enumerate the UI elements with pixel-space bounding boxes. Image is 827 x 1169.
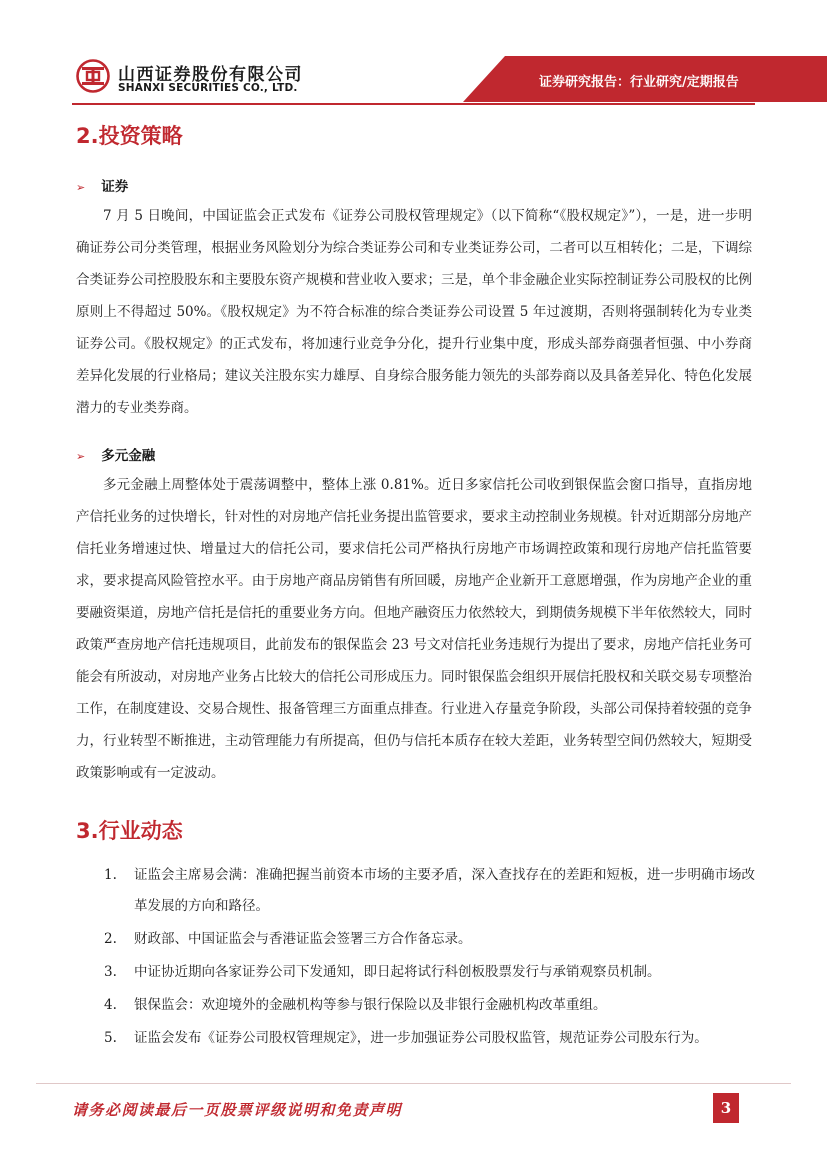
report-type-label: 证券研究报告：行业研究/定期报告 xyxy=(539,75,739,90)
company-name-en: SHANXI SECURITIES CO., LTD. xyxy=(118,82,298,94)
list-item-text: 银保监会：欢迎境外的金融机构等参与银行保险以及非银行金融机构改革重组。 xyxy=(134,997,607,1013)
section-title-investment-strategy: 2.投资策略 xyxy=(76,124,183,148)
page-number: 3 xyxy=(713,1093,739,1123)
subsection-label: 多元金融 xyxy=(101,448,156,464)
footer-disclaimer: 请务必阅读最后一页股票评级说明和免责声明 xyxy=(72,1101,403,1119)
header-divider xyxy=(72,103,755,105)
industry-news-list xyxy=(76,860,756,1056)
page-header xyxy=(0,0,827,110)
company-logo-icon xyxy=(76,59,110,93)
list-number: 3. xyxy=(104,964,117,980)
list-item xyxy=(76,860,756,922)
diversified-finance-paragraph: 多元金融上周整体处于震荡调整中，整体上涨 0.81%。近日多家信托公司收到银保监会窗口指导，直指房地产信托业务的过快增长，针对性的对房地产信托业务提出监管要求，要求主动控制业务规模。针对近期部分房地产信托业务增速过快、增量过大的信托公司，要求信托公司严格执行房地产市场调控政策和现行房地产信托监管要求，要求提高风险管控水平。由于房地产商品房销售有所回暖，房地产企业新开工意愿增强，作为房地产企业的重要融资渠道，房地产信托是信托的重要业务方向。但地产融资压力依然较大，到期债务规模下半年依然较大，同时政策严查房地产信托违规项目，此前发布的银保监会 23 号文对信托业务违规行为提出了要求，房地产信托业务可能会有所波动，对房地产业务占比较大的信托公司形成压力。同时银保监会组织开展信托股权和关联交易专项整治工作，在制度建设、交易合规性、报备管理三方面重点排查。行业进入存量竞争阶段，头部公司保持着较强的竞争力，行业转型不断推进，主动管理能力有所提高，但仍与信托本质存在较大差距，业务转型空间仍然较大，短期受政策影响或有一定波动。 xyxy=(76,477,752,781)
list-item xyxy=(76,957,756,988)
list-item-text: 中证协近期向各家证券公司下发通知，即日起将试行科创板股票发行与承销观察员机制。 xyxy=(134,964,661,980)
arrow-bullet-icon: ➢ xyxy=(76,181,86,194)
list-number: 2. xyxy=(104,931,117,947)
company-name-cn: 山西证券股份有限公司 xyxy=(118,65,303,85)
list-item-text: 财政部、中国证监会与香港证监会签署三方合作备忘录。 xyxy=(134,931,472,947)
securities-paragraph: 7 月 5 日晚间，中国证监会正式发布《证券公司股权管理规定》（以下简称“《股权规定》”），一是，进一步明确证券公司分类管理，根据业务风险划分为综合类证券公司和专业类证券公司，二者可以互相转化；二是，下调综合类证券公司控股股东和主要股东资产规模和营业收入要求；三是，单个非金融企业实际控制证券公司股权的比例原则上不得超过 50%。《股权规定》为不符合标准的综合类证券公司设置 5 年过渡期，否则将强制转化为专业类证券公司。《股权规定》的正式发布，将加速行业竞争分化，提升行业集中度，形成头部券商强者恒强、中小券商差异化发展的行业格局；建议关注股东实力雄厚、自身综合服务能力领先的头部券商以及具备差异化、特色化发展潜力的专业类券商。 xyxy=(76,208,752,416)
arrow-bullet-icon: ➢ xyxy=(76,450,86,463)
subsection-diversified-finance-heading xyxy=(76,444,155,464)
list-item xyxy=(76,990,756,1021)
list-number: 1. xyxy=(104,867,117,883)
list-item-text: 证监会主席易会满：准确把握当前资本市场的主要矛盾，深入查找存在的差距和短板，进一步明确市场改革发展的方向和路径。 xyxy=(134,867,755,914)
list-number: 5. xyxy=(104,1030,117,1046)
list-item xyxy=(76,1023,756,1054)
list-number: 4. xyxy=(104,997,117,1013)
list-item xyxy=(76,924,756,955)
list-item-text: 证监会发布《证券公司股权管理规定》，进一步加强证券公司股权监管，规范证券公司股东行为。 xyxy=(134,1030,708,1046)
section-title-industry-news: 3.行业动态 xyxy=(76,819,183,843)
subsection-label: 证券 xyxy=(101,179,129,195)
subsection-securities-heading xyxy=(76,175,128,195)
footer-divider xyxy=(36,1083,791,1084)
